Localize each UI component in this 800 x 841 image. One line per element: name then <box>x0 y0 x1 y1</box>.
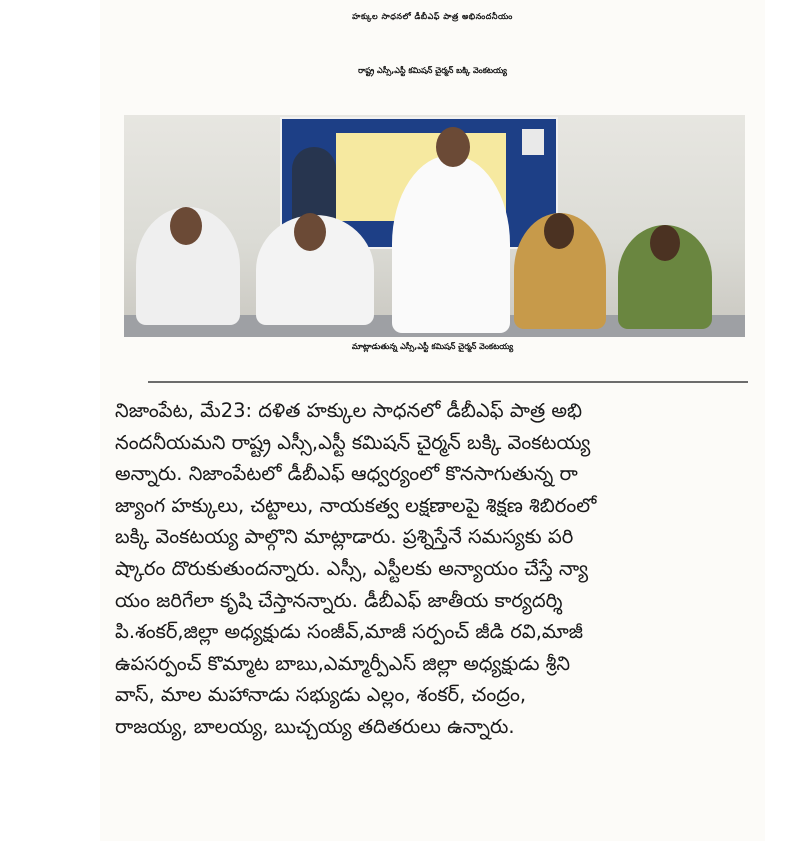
speaker-head <box>436 127 470 167</box>
banner-emblem <box>522 129 544 155</box>
article-line: బక్కి వెంకటయ్య పాల్గొని మాట్లాడారు. ప్రశ్నిస్తేనే సమస్యకు పరి <box>115 525 574 549</box>
article-body <box>115 395 755 743</box>
article-line: అన్నారు. నిజాంపేటలో డీబీఎఫ్ ఆధ్వర్యంలో కొనసాగుతున్న రా <box>115 462 578 486</box>
article-line: యం జరిగేలా కృషి చేస్తానన్నారు. డీబీఎఫ్ జాతీయ కార్యదర్శి <box>115 588 563 612</box>
person-head <box>170 207 202 245</box>
divider <box>148 381 748 383</box>
headline: హక్కుల సాధనలో డీబీఎఫ్ పాత్ర అభినందనీయం <box>352 12 513 21</box>
article-line: జ్యాంగ హక్కులు, చట్టాలు, నాయకత్వ లక్షణాలపై శిక్షణ శిబిరంలో <box>115 493 597 517</box>
article-line: వాస్, మాల మహానాడు సభ్యుడు ఎల్లం, శంకర్, చంద్రం, <box>115 683 527 707</box>
photo-caption: మాట్లాడుతున్న ఎస్సీ,ఎస్టీ కమిషన్ చైర్మన్ వెంకటయ్య <box>351 342 514 351</box>
speaker-figure <box>392 155 510 333</box>
article-line: ష్కారం దొరుకుతుందన్నారు. ఎస్సీ, ఎస్టీలకు అన్యాయం చేస్తే న్యా <box>115 556 589 580</box>
article-line: పి.శంకర్,జిల్లా అధ్యక్షుడు సంజీవ్,మాజీ సర్పంచ్ జీడి రవి,మాజీ <box>115 620 584 644</box>
subheadline: రాష్ట్ర ఎస్సీ,ఎస్టీ కమిషన్ చైర్మన్ బక్కి వెంకటయ్య <box>358 66 507 75</box>
event-photo <box>124 115 745 337</box>
person-head <box>544 213 574 249</box>
article-line: ఉపసర్పంచ్ కొమ్మాట బాబు,ఎమ్మార్పీఎస్ జిల్లా అధ్యక్షుడు శ్రీని <box>115 651 571 675</box>
person-head <box>650 225 680 261</box>
person-head <box>294 213 326 251</box>
article-line: నందనీయమని రాష్ట్ర ఎస్సీ,ఎస్టీ కమిషన్ చైర్మన్ బక్కి వెంకటయ్య <box>115 430 591 454</box>
article-line: నిజాంపేట, మే23: దళిత హక్కుల సాధనలో డీబీఎఫ్ పాత్ర అభి <box>115 399 582 422</box>
article-line: రాజయ్య, బాలయ్య, బుచ్చయ్య తదితరులు ఉన్నారు. <box>115 714 515 738</box>
